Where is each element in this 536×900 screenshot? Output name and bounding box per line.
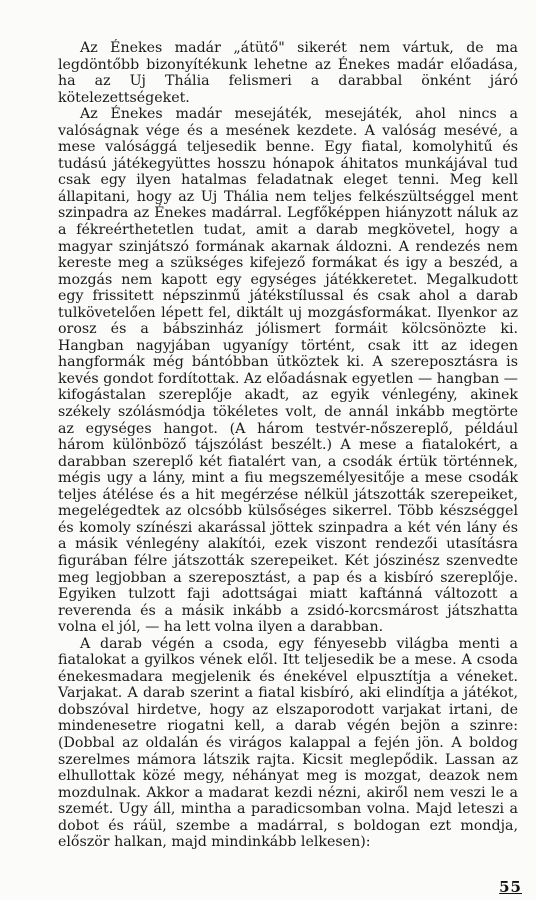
page-number: 55 [499, 878, 522, 896]
paragraph-3: A darab végén a csoda, egy fényesebb világba menti a fiatalokat a gyilkos vének elől. Itt teljesedik be a mese. A csoda énekesmadara megjelenik és énekével elpusztítja a véneket. Varjakat. A darab szerint a fiatal kisbíró, aki elindítja a játékot, dobszóval hirdetve, hogy az elszaporodott varjakat irtani, de mindenesetre riogatni kell, a darab végén bejön a szinre: (Dobbal az oldalán és virágos kalappal a fején jön. A boldog szerelmes mámora látszik rajta. Kicsit meglepődik. Lassan az elhullottak közé megy, néhányat meg is mozgat, deazok nem mozdulnak. Akkor a madarat kezdi nézni, akiről nem veszi le a szemét. Ugy áll, mintha a paradicsomban volna. Majd leteszi a dobot és ráül, szembe a madárral, s boldogan ezt mondja, először halkan, majd mindinkább lelkesen): [58, 635, 518, 851]
paragraph-2: Az Énekes madár mesejáték, mesejáték, ahol nincs a valóságnak vége és a mesének kezdete. A valóság mesévé, a mese valósággá teljesedik benne. Egy fiatal, komolyhitű és tudású játékegyüttes hosszu hónapok áhitatos munkájával tud csak egy ilyen hatalmas feladatnak eleget tenni. Meg kell állapitani, hogy az Uj Thália nem teljes felkészültséggel ment szinpadra az Énekes madárral. Legfőképpen hiányzott náluk az a fékreérthetetlen tudat, amit a darab megkövetel, hogy a magyar szinjátszó formának akarnak áldozni. A rendezés nem kereste meg a szükséges kifejező formákat és igy a beszéd, a mozgás nem kapott egy egységes játékkeretet. Megalkudott egy frissitett népszinmű játékstílussal és csak ahol a darab tulkövetelően lépett fel, diktált uj mozgásformákat. Ilyenkor az orosz és a bábszinház jólismert formáit kölcsönözte ki. Hangban nagyjában ugyanígy történt, csak itt az idegen hangformák még bántóbban ütköztek ki. A szereposztásra is kevés gondot fordítottak. Az előadásnak egyetlen — hangban — kifogástalan szereplője akadt, az egyik vénlegény, akinek székely szólásmódja tökéletes volt, de annál inkább megtörte az egységes hangot. (A három testvér-nőszereplő, például három különböző tájszólást beszélt.) A mese a fiatalokért, a darabban szereplő két fiatalért van, a csodák értük történnek, mégis ugy a lány, mint a fiu megszemélyesitője a mese csodák teljes átélése és a hit megérzése nélkül játszották szerepeiket, megelégedtek az olcsóbb külsőséges sikerrel. Több készséggel és komoly színészi akarással jöttek szinpadra a két vén lány és a másik vénlegény alakítói, ezek viszont rendezői utasításra figurában félre játszották szerepeiket. Két jószinész szenvedte meg legjobban a szereposztást, a pap és a kisbíró szereplője. Egyiken tulzott faji adottságai miatt kaftánná változott a reverenda és a másik inkább a zsidó-korcsmárost játszhatta volna el jól, — ha lett volna ilyen a darabban. [58, 106, 518, 636]
paragraph-1: Az Énekes madár „átütő" sikerét nem vártuk, de ma legdöntőbb bizonyítékunk lehetne az Énekes madár előadása, ha az Uj Thália felismeri a darabbal önként járó kötelezettségeket. [58, 40, 518, 106]
body-text [58, 40, 518, 851]
